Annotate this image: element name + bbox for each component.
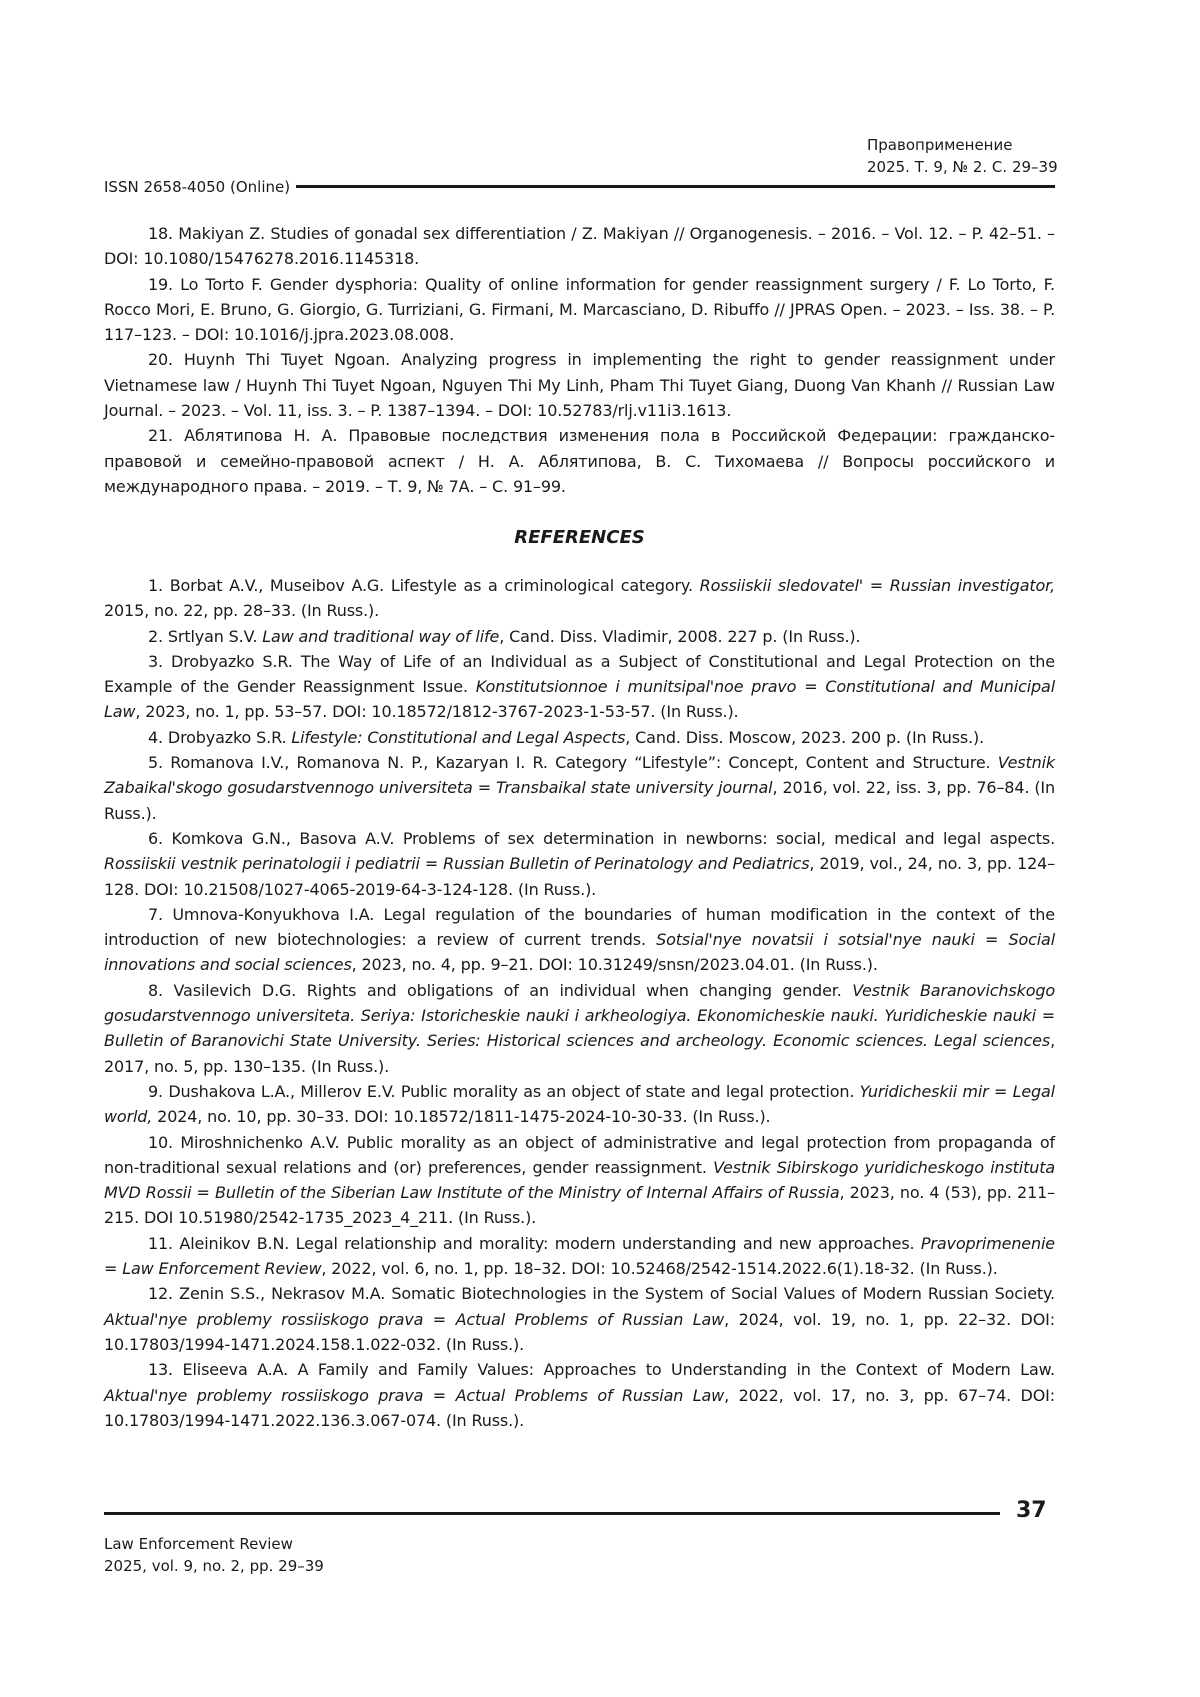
reference-item xyxy=(104,750,1055,826)
reference-source: Rossiiskii vestnik perinatologii i pediatrii = Russian Bulletin of Perinatology and Pediatrics xyxy=(104,854,809,873)
reference-text: 13. Eliseeva A.A. A Family and Family Values: Approaches to Understanding in the Context of Modern Law. xyxy=(148,1360,1055,1379)
reference-tail: , 2022, vol. 17, no. 3, pp. 67–74. DOI: 10.17803/1994-1471.2022.136.3.067-074. (In Russ.). xyxy=(104,1386,1055,1430)
references-list xyxy=(104,573,1055,1433)
bibliography-list xyxy=(104,221,1055,499)
reference-text: 6. Komkova G.N., Basova A.V. Problems of sex determination in newborns: social, medical and legal aspects. xyxy=(148,829,1055,848)
reference-source: Vestnik Zabaikal'skogo gosudarstvennogo universiteta = Transbaikal state university journal xyxy=(104,753,1055,797)
reference-tail: , 2023, no. 4, pp. 9–21. DOI: 10.31249/snsn/2023.04.01. (In Russ.). xyxy=(352,955,878,974)
reference-item xyxy=(104,1231,1055,1282)
reference-source: Vestnik Baranovichskogo gosudarstvennogo universiteta. Seriya: Istoricheskie nauki i arkheologiya. Ekonomicheskie nauki. Yuridicheskie nauki = Bulletin of Baranovichi State University. Series: Historical sciences and archeology. Economic sciences. Legal sciences xyxy=(104,981,1055,1051)
reference-text: 11. Aleinikov B.N. Legal relationship and morality: modern understanding and new approaches. xyxy=(148,1234,921,1253)
footer-rule xyxy=(104,1512,1000,1515)
reference-item xyxy=(104,649,1055,725)
reference-item xyxy=(104,902,1055,978)
reference-text: 3. Drobyazko S.R. The Way of Life of an Individual as a Subject of Constitutional and Legal Protection on the Example of the Gender Reassignment Issue. xyxy=(104,652,1055,696)
reference-text: 2. Srtlyan S.V. xyxy=(148,627,262,646)
reference-text: 8. Vasilevich D.G. Rights and obligations of an individual when changing gender. xyxy=(148,981,852,1000)
reference-text: 1. Borbat A.V., Museibov A.G. Lifestyle as a criminological category. xyxy=(148,576,700,595)
running-header-ru xyxy=(867,134,1058,178)
reference-item xyxy=(104,1079,1055,1130)
bibliography-item: 19. Lo Torto F. Gender dysphoria: Quality of online information for gender reassignment surgery / F. Lo Torto, F. Rocco Mori, E. Bruno, G. Giorgio, G. Turriziani, G. Firmani, M. Marcasciano, D. Ribuffo // JPRAS Open. – 2023. – Iss. 38. – P. 117–123. – DOI: 10.1016/j.jpra.2023.08.008. xyxy=(104,272,1055,348)
bibliography-item: 18. Makiyan Z. Studies of gonadal sex differentiation / Z. Makiyan // Organogenesis. – 2016. – Vol. 12. – P. 42–51. – DOI: 10.1080/15476278.2016.1145318. xyxy=(104,221,1055,272)
reference-item xyxy=(104,573,1055,624)
reference-text: 9. Dushakova L.A., Millerov E.V. Public morality as an object of state and legal protection. xyxy=(148,1082,860,1101)
reference-source: Konstitutsionnoe i munitsipal'noe pravo = Constitutional and Municipal Law xyxy=(104,677,1055,721)
references-heading: REFERENCES xyxy=(104,526,1055,550)
reference-text: 12. Zenin S.S., Nekrasov M.A. Somatic Biotechnologies in the System of Social Values of Modern Russian Society. xyxy=(148,1284,1055,1303)
reference-tail: , 2023, no. 4 (53), pp. 211–215. DOI 10.51980/2542-1735_2023_4_211. (In Russ.). xyxy=(104,1183,1055,1227)
reference-tail: , Cand. Diss. Vladimir, 2008. 227 p. (In Russ.). xyxy=(499,627,860,646)
reference-source: Aktual'nye problemy rossiiskogo prava = Actual Problems of Russian Law xyxy=(104,1310,724,1329)
reference-tail: , 2016, vol. 22, iss. 3, pp. 76–84. (In Russ.). xyxy=(104,778,1055,822)
reference-text: 10. Miroshnichenko A.V. Public morality as an object of administrative and legal protection from propaganda of non-traditional sexual relations and (or) preferences, gender reassignment. xyxy=(104,1133,1055,1177)
reference-source: Law and traditional way of life xyxy=(262,627,499,646)
issn: ISSN 2658-4050 (Online) xyxy=(104,176,290,198)
reference-item xyxy=(104,725,1055,750)
issue-info-ru: 2025. Т. 9, № 2. С. 29–39 xyxy=(867,156,1058,178)
journal-title-en: Law Enforcement Review xyxy=(104,1533,324,1555)
reference-tail: , Cand. Diss. Moscow, 2023. 200 p. (In Russ.). xyxy=(625,728,984,747)
page-number: 37 xyxy=(1016,1497,1047,1525)
reference-tail: , 2023, no. 1, pp. 53–57. DOI: 10.18572/1812-3767-2023-1-53-57. (In Russ.). xyxy=(135,702,738,721)
reference-tail: , 2024, vol. 19, no. 1, pp. 22–32. DOI: 10.17803/1994-1471.2024.158.1.022-032. (In Russ.). xyxy=(104,1310,1055,1354)
header-rule xyxy=(296,185,1055,188)
reference-item xyxy=(104,1281,1055,1357)
reference-item xyxy=(104,978,1055,1079)
reference-tail: 2024, no. 10, pp. 30–33. DOI: 10.18572/1811-1475-2024-10-30-33. (In Russ.). xyxy=(152,1107,770,1126)
bibliography-item: 20. Huynh Thi Tuyet Ngoan. Analyzing progress in implementing the right to gender reassignment under Vietnamese law / Huynh Thi Tuyet Ngoan, Nguyen Thi My Linh, Pham Thi Tuyet Giang, Duong Van Khanh // Russian Law Journal. – 2023. – Vol. 11, iss. 3. – P. 1387–1394. – DOI: 10.52783/rlj.v11i3.1613. xyxy=(104,347,1055,423)
running-footer-en xyxy=(104,1533,324,1577)
reference-source: Yuridicheskii mir = Legal world, xyxy=(104,1082,1055,1126)
reference-item xyxy=(104,1357,1055,1433)
reference-tail: , 2017, no. 5, pp. 130–135. (In Russ.). xyxy=(104,1031,1055,1075)
journal-title-ru: Правоприменение xyxy=(867,134,1058,156)
reference-tail: , 2022, vol. 6, no. 1, pp. 18–32. DOI: 10.52468/2542-1514.2022.6(1).18-32. (In Russ.). xyxy=(321,1259,997,1278)
reference-item xyxy=(104,826,1055,902)
reference-source: Aktual'nye problemy rossiiskogo prava = Actual Problems of Russian Law xyxy=(104,1386,724,1405)
reference-text: 7. Umnova-Konyukhova I.A. Legal regulation of the boundaries of human modification in the context of the introduction of new biotechnologies: a review of current trends. xyxy=(104,905,1055,949)
reference-tail: , 2019, vol., 24, no. 3, pp. 124–128. DOI: 10.21508/1027-4065-2019-64-3-124-128. (In Russ.). xyxy=(104,854,1055,898)
reference-source: Lifestyle: Constitutional and Legal Aspects xyxy=(291,728,625,747)
reference-text: 5. Romanova I.V., Romanova N. P., Kazaryan I. R. Category “Lifestyle”: Concept, Content and Structure. xyxy=(148,753,998,772)
reference-text: 4. Drobyazko S.R. xyxy=(148,728,291,747)
reference-item xyxy=(104,624,1055,649)
reference-source: Vestnik Sibirskogo yuridicheskogo instituta MVD Rossii = Bulletin of the Siberian Law Institute of the Ministry of Internal Affairs of Russia xyxy=(104,1158,1055,1202)
reference-source: Pravoprimenenie = Law Enforcement Review xyxy=(104,1234,1055,1278)
reference-item xyxy=(104,1130,1055,1231)
bibliography-item: 21. Аблятипова Н. А. Правовые последствия изменения пола в Российской Федерации: гражданско-правовой и семейно-правовой аспект / Н. А. Аблятипова, В. С. Тихомаева // Вопросы российского и международного права. – 2019. – Т. 9, № 7А. – С. 91–99. xyxy=(104,423,1055,499)
reference-source: Sotsial'nye novatsii i sotsial'nye nauki = Social innovations and social sciences xyxy=(104,930,1055,974)
reference-tail: 2015, no. 22, pp. 28–33. (In Russ.). xyxy=(104,601,379,620)
issue-info-en: 2025, vol. 9, no. 2, pp. 29–39 xyxy=(104,1555,324,1577)
reference-source: Rossiiskii sledovatel' = Russian investigator, xyxy=(700,576,1055,595)
